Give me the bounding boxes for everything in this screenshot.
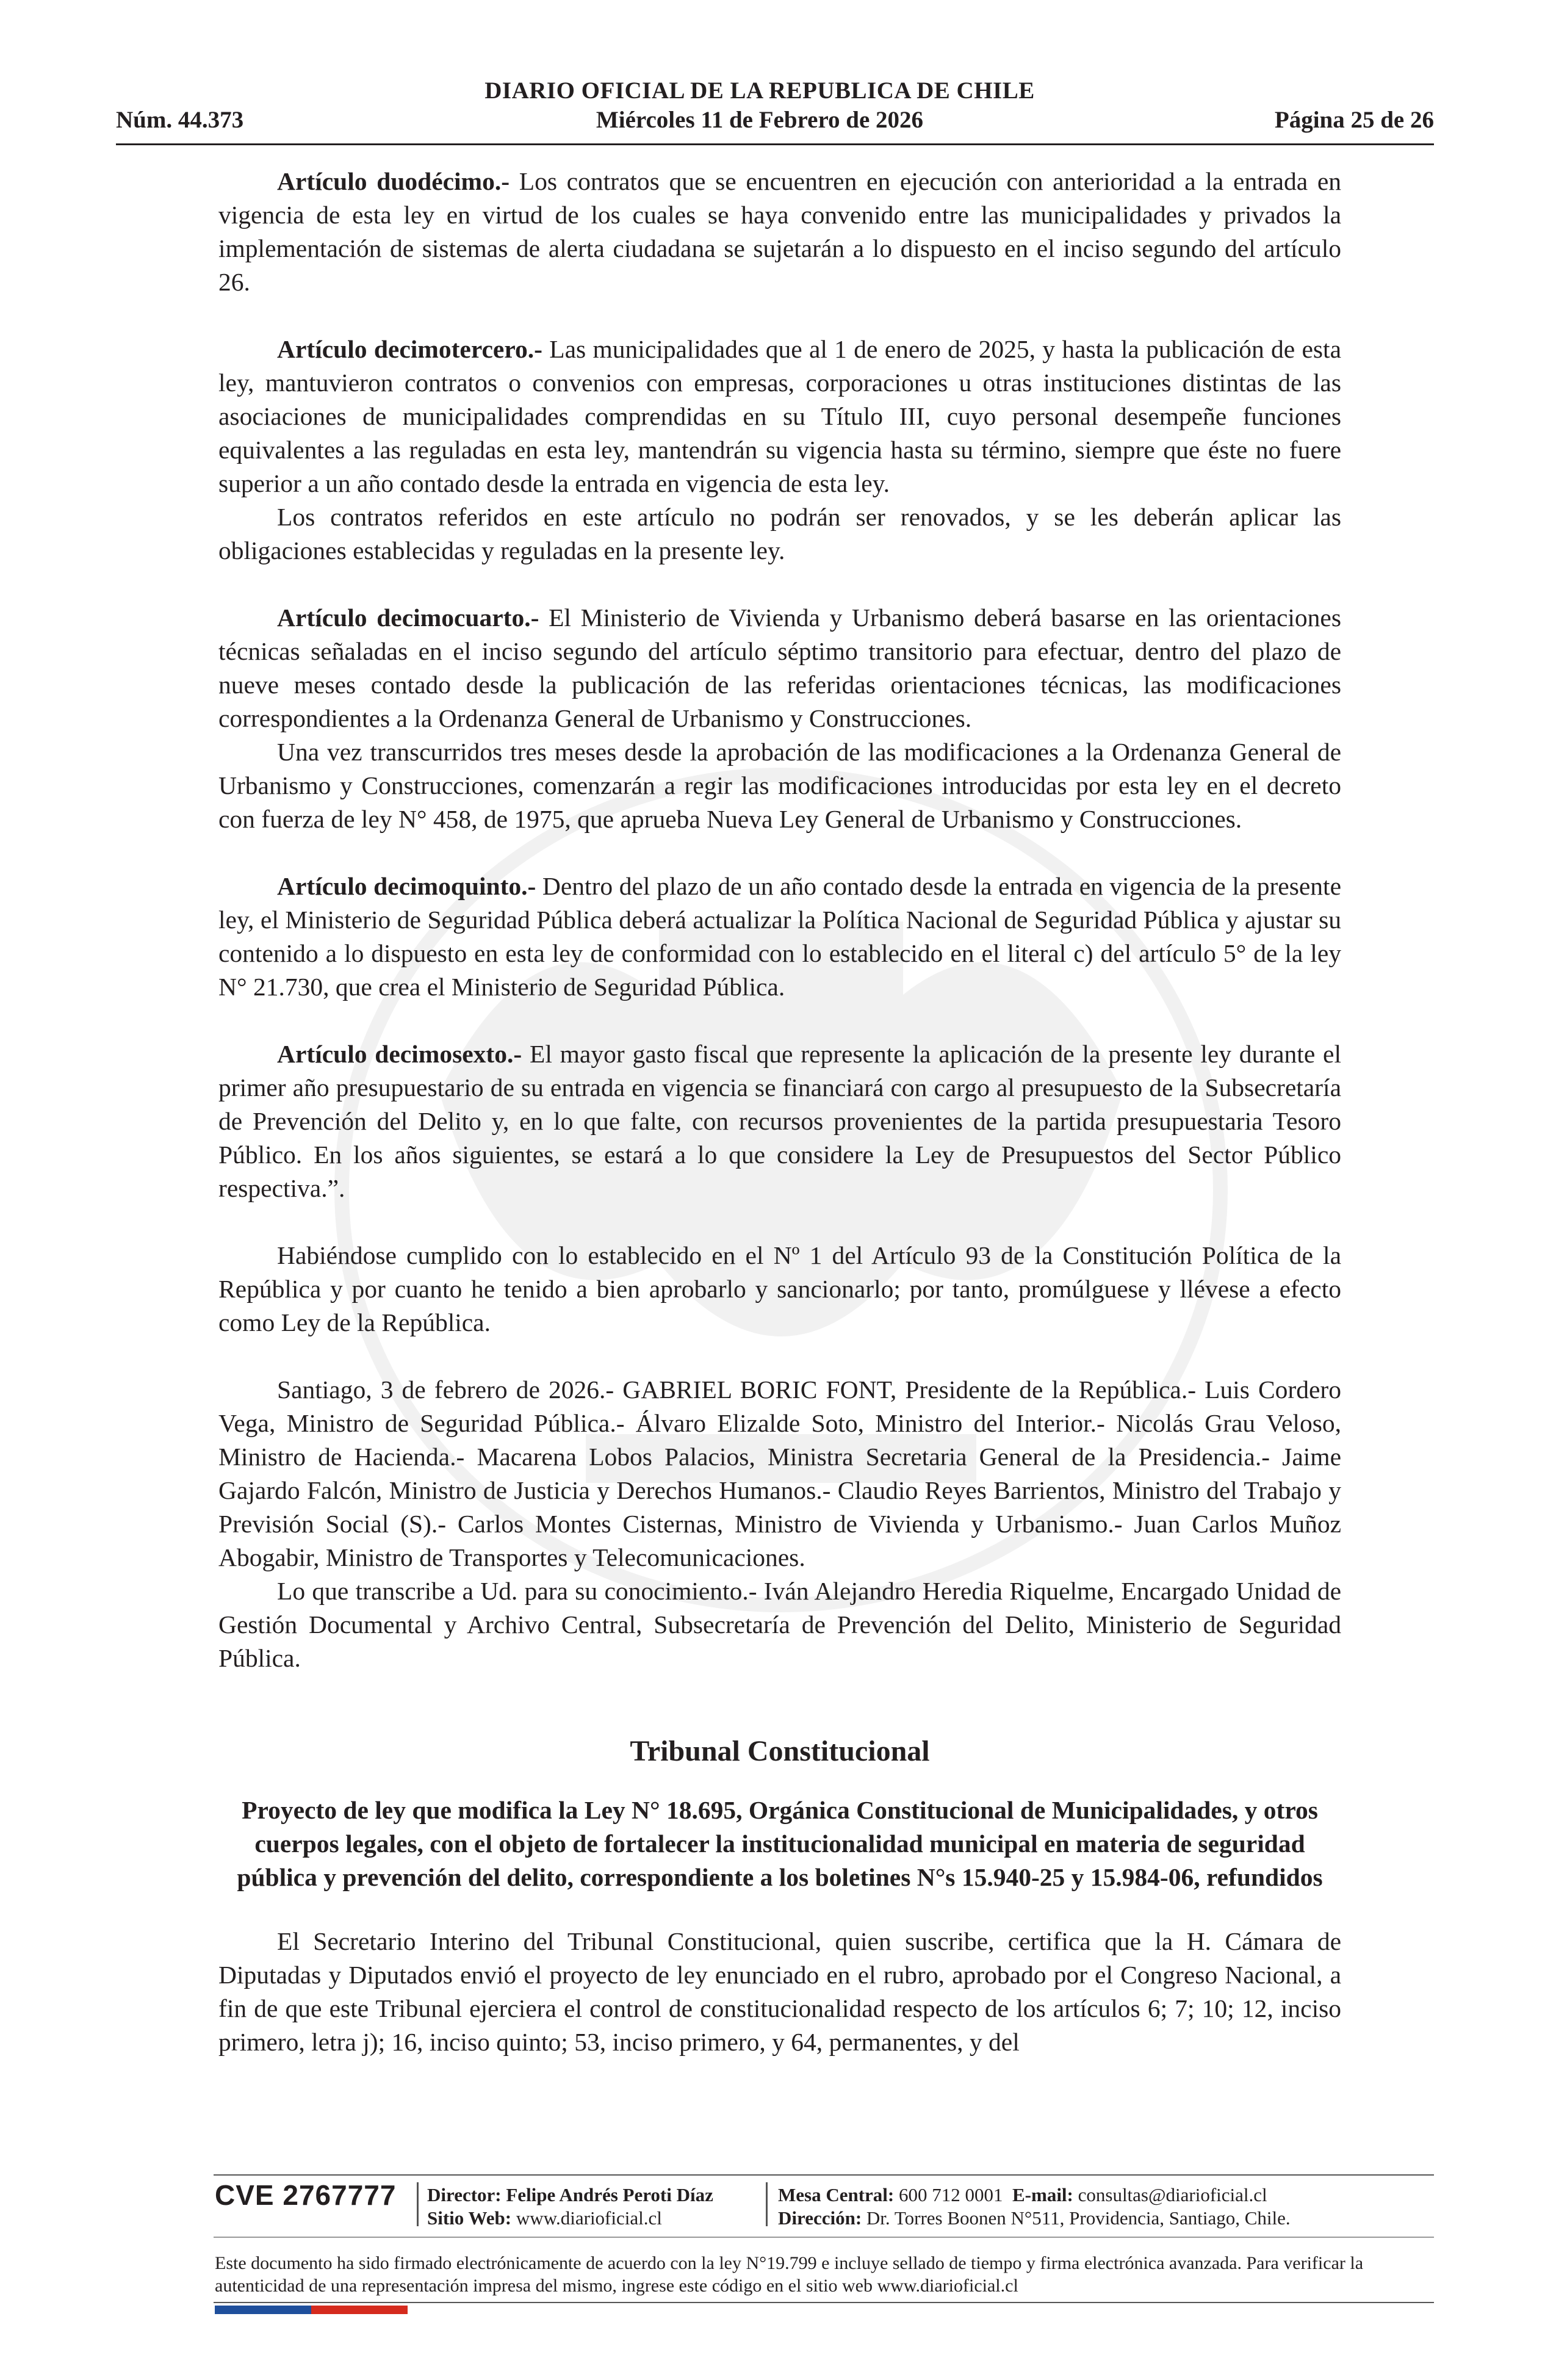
publication-date: Miércoles 11 de Febrero de 2026 xyxy=(596,107,924,133)
certification-paragraph: El Secretario Interino del Tribunal Constitucional, quien suscribe, certifica que la H. Cámara de Diputadas y Diputados envió el proyecto de ley enunciado en el rubro, aprobado por el Congreso Nacional, a fin de que este Tribunal ejerciera el control de constitucionalidad respecto de los artículos 6; 7; 10; 12, inciso primero, letra j); 16, inciso quinto; 53, inciso primero, y 64, permanentes, y del xyxy=(218,1927,1341,2056)
section-title: Tribunal Constitucional xyxy=(630,1735,930,1767)
phone-label: Mesa Central: xyxy=(778,2184,895,2205)
transcription-paragraph: Lo que transcribe a Ud. para su conocimiento.- Iván Alejandro Heredia Riquelme, Encargado Unidad de Gestión Documental y Archivo Central, Subsecretaría de Prevención del Delito, Ministerio de Seguridad Pública. xyxy=(218,1577,1341,1672)
legal-note: Este documento ha sido firmado electrónicamente de acuerdo con la ley N°19.799 e incluye sellado de tiempo y firma electrónica avanzada. Para verificar la autenticidad de una representación impresa del mismo, ingrese este código en el sitio web www.diarioficial.cl xyxy=(215,2253,1364,2296)
article-paragraph: Una vez transcurridos tres meses desde la aprobación de las modificaciones a la Ordenanza General de Urbanismo y Construcciones, comenzarán a regir las modificaciones introducidas por esta ley en el decreto con fuerza de ley N° 458, de 1975, que aprueba Nueva Ley General de Urbanismo y Construcciones. xyxy=(218,738,1341,833)
header-divider xyxy=(116,143,1434,145)
phone-value: 600 712 0001 xyxy=(894,2184,1003,2205)
address-value: Dr. Torres Boonen N°511, Providencia, Santiago, Chile. xyxy=(862,2207,1291,2229)
article-title: Artículo duodécimo.- xyxy=(277,167,510,195)
article-text: Los contratos que se encuentren en ejecución con anterioridad a la entrada en vigencia de esta ley en virtud de los cuales se haya convenido entre las municipalidades y privados la implementación de sistemas de alerta ciudadana se sujetarán a lo dispuesto en el inciso segundo del artículo 26. xyxy=(218,167,1341,296)
article-text: El Ministerio de Vivienda y Urbanismo deberá basarse en las orientaciones técnicas señaladas en el inciso segundo del artículo séptimo transitorio para efectuar, dentro del plazo de nueve meses contado desde la publicación de las referidas orientaciones técnicas, las modificaciones correspondientes a la Ordenanza General de Urbanismo y Construcciones. xyxy=(218,604,1341,732)
director-name: Felipe Andrés Peroti Díaz xyxy=(501,2184,713,2205)
email-label: E-mail: xyxy=(1012,2184,1073,2205)
footer-divider-mid xyxy=(214,2237,1434,2238)
cve-code: CVE 2767777 xyxy=(215,2179,397,2211)
flag-stripe-red xyxy=(311,2306,408,2314)
footer-separator xyxy=(417,2182,419,2226)
footer-separator xyxy=(766,2182,768,2226)
article-paragraph xyxy=(218,601,1341,735)
bill-title: Proyecto de ley que modifica la Ley N° 18.695, Orgánica Constitucional de Municipalidades, y otros cuerpos legales, con el objeto de fortalecer la institucionalidad municipal en materia de seguridad pública y prevención del delito, correspondiente a los boletines N°s 15.940-25 y 15.984-06, refundidos xyxy=(237,1796,1323,1891)
signatures-paragraph: Santiago, 3 de febrero de 2026.- GABRIEL BORIC FONT, Presidente de la República.- Luis Cordero Vega, Ministro de Seguridad Pública.- Álvaro Elizalde Soto, Ministro del Interior.- Nicolás Grau Veloso, Ministro de Hacienda.- Macarena Lobos Palacios, Ministra Secretaria General de la Presidencia.- Jaime Gajardo Falcón, Ministro de Justicia y Derechos Humanos.- Claudio Reyes Barrientos, Ministro del Trabajo y Previsión Social (S).- Carlos Montes Cisternas, Ministro de Vivienda y Urbanismo.- Juan Carlos Muñoz Abogabir, Ministro de Transportes y Telecomunicaciones. xyxy=(218,1376,1341,1571)
article-title: Artículo decimotercero.- xyxy=(277,335,542,363)
promulgation-paragraph: Habiéndose cumplido con lo establecido en el Nº 1 del Artículo 93 de la Constitución Política de la República y por cuanto he tenido a bien aprobarlo y sancionarlo; por tanto, promúlguese y llévese a efecto como Ley de la República. xyxy=(218,1241,1341,1336)
page-header xyxy=(85,73,1434,145)
publication-title: DIARIO OFICIAL DE LA REPUBLICA DE CHILE xyxy=(484,78,1035,104)
address-label: Dirección: xyxy=(778,2207,862,2229)
article-title: Artículo decimosexto.- xyxy=(277,1040,522,1068)
article-title: Artículo decimocuarto.- xyxy=(277,604,539,632)
article-paragraph xyxy=(218,333,1341,500)
article-text: El mayor gasto fiscal que represente la aplicación de la presente ley durante el primer año presupuestario de su entrada en vigencia se financiará con cargo al presupuesto de la Subsecretaría de Prevención del Delito y, en lo que falte, con recursos provenientes de la partida presupuestaria Tesoro Público. En los años siguientes, se estará a lo que considere la Ley de Presupuestos del Sector Público respectiva.”. xyxy=(218,1040,1341,1202)
article-paragraph xyxy=(218,870,1341,1004)
page-content xyxy=(218,165,1341,2059)
article-text: Las municipalidades que al 1 de enero de 2025, y hasta la publicación de esta ley, mantuvieron contratos o convenios con empresas, corporaciones u otras instituciones distintas de las asociaciones de municipalidades comprendidas en su Título III, cuyo personal desempeñe funciones equivalentes a las reguladas en esta ley, mantendrán su vigencia hasta su término, siempre que éste no fuere superior a un año contado desde la entrada en vigencia de esta ley. xyxy=(218,335,1341,497)
article-text: Dentro del plazo de un año contado desde la entrada en vigencia de la presente ley, el Ministerio de Seguridad Pública deberá actualizar la Política Nacional de Seguridad Pública y ajustar su contenido a lo dispuesto en esta ley de conformidad con lo establecido en el literal c) del artículo 5° de la ley N° 21.730, que crea el Ministerio de Seguridad Pública. xyxy=(218,872,1341,1001)
email-link[interactable]: consultas@diarioficial.cl xyxy=(1073,2184,1267,2205)
footer-divider-bottom xyxy=(214,2302,1434,2303)
issue-number: Núm. 44.373 xyxy=(116,107,244,133)
article-paragraph: Los contratos referidos en este artículo no podrán ser renovados, y se les deberán aplicar las obligaciones establecidas y reguladas en la presente ley. xyxy=(218,503,1341,564)
flag-stripe-blue xyxy=(215,2306,311,2314)
page-number: Página 25 de 26 xyxy=(1274,107,1434,133)
director-label: Director: xyxy=(427,2184,502,2205)
footer-director-block xyxy=(427,2183,713,2230)
article-title: Artículo decimoquinto.- xyxy=(277,872,536,900)
website-link[interactable]: www.diarioficial.cl xyxy=(511,2207,662,2229)
article-paragraph xyxy=(218,1037,1341,1205)
website-label: Sitio Web: xyxy=(427,2207,512,2229)
footer-divider-top xyxy=(214,2174,1434,2176)
footer-contact-block xyxy=(778,2183,1291,2230)
article-paragraph xyxy=(218,165,1341,299)
